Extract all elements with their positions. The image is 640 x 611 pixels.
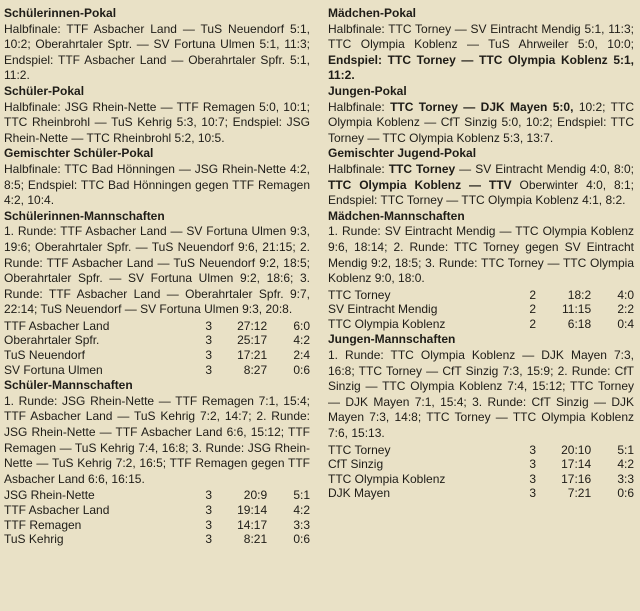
text: Oberwinter 4:0, 8:1; Endspiel: TTC Torney — TTC Olympia Koblenz 4:1, 8:2. bbox=[328, 177, 634, 208]
result-paragraph bbox=[4, 22, 310, 84]
table-row bbox=[4, 363, 310, 378]
bold-text: TTC Torney — DJK Mayen 5:0, bbox=[390, 99, 574, 114]
section-title: Schülerinnen-Mannschaften bbox=[4, 208, 165, 223]
bold-text: TTC Torney bbox=[388, 161, 456, 176]
table-row bbox=[4, 518, 310, 533]
team-name: JSG Rhein-Nette bbox=[4, 488, 95, 503]
table-row bbox=[328, 472, 634, 487]
games-played: 3 bbox=[529, 442, 537, 457]
section-schuelerinnen-mannschaften bbox=[4, 209, 310, 378]
section-title: Mädchen-Mannschaften bbox=[328, 208, 465, 223]
points: 5:1 bbox=[293, 488, 310, 503]
games-played: 3 bbox=[205, 318, 213, 333]
section-maedchen-mannschaften bbox=[328, 209, 634, 332]
result-paragraph bbox=[328, 348, 634, 442]
text: 1. Runde: SV Eintracht Mendig — TTC Olympia Koblenz 9:6, 18:14; 2. Runde: TTC Torney gegen SV Eintracht Mendig 9:2, 18:5; 3. Runde: TTC Torney — TTC Olympia Koblenz 9:0, 18:0. bbox=[328, 224, 634, 286]
text: Halbfinale: JSG Rhein-Nette — TTF Remagen 5:0, 10:1; TTC Rheinbrohl — TuS Kehrig 5:3, 10:7; Endspiel: JSG Rhein-Nette — TTC Rheinbrohl 5:2, 10:5. bbox=[4, 99, 310, 145]
team-name: TTF Asbacher Land bbox=[4, 318, 110, 333]
team-name: TTC Torney bbox=[328, 287, 391, 302]
games-played: 3 bbox=[205, 333, 213, 348]
sets-ratio: 19:14 bbox=[237, 503, 268, 517]
text: 1. Runde: JSG Rhein-Nette — TTF Remagen 7:1, 15:4; TTF Asbacher Land — TuS Kehrig 7:2, 14:7; 2. Runde: JSG Rhein-Nette — TTF Asbacher Land 6:6, 15:12; TTF Remagen — TuS Kehrig 7:4, 16:8; 3. Runde: JSG Rhein-Nette — TuS Kehrig 7:2, 16:5; TTF Remagen gegen TTF Asbacher Land 6:6, 16:15. bbox=[4, 393, 310, 486]
table-row bbox=[328, 317, 634, 332]
team-name: TTC Torney bbox=[328, 442, 391, 457]
section-title: Mädchen-Pokal bbox=[328, 6, 417, 20]
points: 2:2 bbox=[617, 302, 634, 317]
points: 4:2 bbox=[293, 333, 310, 348]
section-jungen-mannschaften bbox=[328, 332, 634, 501]
team-name: SV Eintracht Mendig bbox=[328, 302, 438, 317]
text: 1. Runde: TTF Asbacher Land — SV Fortuna Ulmen 9:3, 19:6; Oberahrtaler Spfr. — TuS Neuendorf 9:6, 21:15; 2. Runde: TTF Asbacher Land — TuS Neuendorf 9:2, 18:5; Oberahrtaler Spfr. — SV Fortuna Ulmen 9:2, 18:6; 3. Runde: TTF Asbacher Land — Oberahrtaler Spfr. 9:7, 22:14; TuS Neuendorf — SV Fortuna Ulmen 9:3, 20:8. bbox=[4, 224, 310, 317]
table-row bbox=[4, 503, 310, 518]
points: 0:6 bbox=[293, 362, 310, 377]
games-played: 2 bbox=[529, 287, 537, 302]
table-row bbox=[4, 488, 310, 503]
section-gemischter-jugend-pokal bbox=[328, 146, 634, 208]
games-played: 3 bbox=[205, 532, 213, 547]
sets-ratio: 17:14 bbox=[561, 457, 592, 472]
section-schuelerinnen-pokal bbox=[4, 6, 310, 84]
games-played: 3 bbox=[205, 517, 213, 532]
result-paragraph bbox=[4, 224, 310, 318]
table-row bbox=[328, 302, 634, 317]
team-name: SV Fortuna Ulmen bbox=[4, 362, 103, 377]
points: 4:2 bbox=[293, 503, 310, 517]
result-paragraph bbox=[4, 394, 310, 488]
section-title: Jungen-Pokal bbox=[328, 83, 407, 98]
sets-ratio: 27:12 bbox=[237, 318, 268, 333]
section-jungen-pokal bbox=[328, 84, 634, 146]
result-paragraph bbox=[328, 224, 634, 286]
sets-ratio: 14:17 bbox=[237, 517, 268, 532]
section-title: Gemischter Jugend-Pokal bbox=[328, 146, 477, 161]
result-paragraph bbox=[328, 22, 634, 84]
games-played: 3 bbox=[529, 486, 537, 501]
section-schueler-pokal bbox=[4, 84, 310, 146]
text: — SV Eintracht Mendig 4:0, 8:0; bbox=[455, 161, 634, 176]
section-title: Schülerinnen-Pokal bbox=[4, 6, 117, 20]
sets-ratio: 20:10 bbox=[561, 442, 592, 457]
team-name: Oberahrtaler Spfr. bbox=[4, 333, 100, 348]
text: Halbfinale: bbox=[328, 161, 389, 176]
table-row bbox=[4, 333, 310, 348]
games-played: 2 bbox=[529, 302, 537, 317]
points: 4:2 bbox=[617, 457, 634, 472]
text: Halbfinale: TTC Torney — SV Eintracht Mendig 5:1, 11:3; TTC Olympia Koblenz — TuS Ahrweiler 5:0, 10:0; bbox=[328, 21, 634, 52]
sets-ratio: 8:21 bbox=[243, 532, 268, 547]
sets-ratio: 11:15 bbox=[562, 302, 592, 317]
section-title: Schüler-Mannschaften bbox=[4, 378, 133, 393]
result-paragraph bbox=[4, 100, 310, 147]
standings-table bbox=[4, 319, 310, 377]
result-paragraph bbox=[328, 162, 634, 209]
left-column bbox=[4, 6, 310, 548]
team-name: TuS Neuendorf bbox=[4, 348, 85, 363]
bold-text: Endspiel: TTC Torney — TTC Olympia Koblenz 5:1, 11:2. bbox=[328, 52, 634, 83]
standings-table bbox=[328, 288, 634, 332]
text: Halbfinale: TTF Asbacher Land — TuS Neuendorf 5:1, 10:2; Oberahrtaler Sptr. — SV Fortuna Ulmen 5:1, 11:3; Endspiel: TTF Asbacher Land — Oberahrtaler Spfr. 5:1, 11:2. bbox=[4, 21, 310, 83]
section-gemischter-schueler-pokal bbox=[4, 146, 310, 208]
section-title: Gemischter Schüler-Pokal bbox=[4, 146, 154, 161]
right-column bbox=[328, 6, 634, 502]
section-title: Schüler-Pokal bbox=[4, 83, 85, 98]
standings-table bbox=[4, 488, 310, 546]
result-paragraph bbox=[328, 100, 634, 147]
table-row bbox=[328, 486, 634, 501]
team-name: TTC Olympia Koblenz bbox=[328, 471, 446, 486]
result-paragraph bbox=[4, 162, 310, 209]
points: 0:6 bbox=[617, 486, 634, 501]
games-played: 3 bbox=[205, 503, 213, 517]
points: 4:0 bbox=[617, 287, 634, 302]
bold-text: TTC Olympia Koblenz — TTV bbox=[328, 177, 512, 192]
sets-ratio: 8:27 bbox=[243, 362, 268, 377]
games-played: 3 bbox=[529, 457, 537, 472]
team-name: TTF Remagen bbox=[4, 517, 82, 532]
sets-ratio: 18:2 bbox=[567, 287, 592, 302]
games-played: 3 bbox=[205, 348, 213, 363]
text: 1. Runde: TTC Olympia Koblenz — DJK Mayen 7:3, 16:8; TTC Torney — CfT Sinzig 7:3, 15:9; 2. Runde: CfT Sinzig — TTC Olympia Koblenz 7:4, 15:12; TTC Torney — DJK Mayen 7:1, 15:4; 3. Runde: CfT Sinzig — DJK Mayen 7:3, 14:8; TTC Torney — TTC Olympia Koblenz 7:6, 15:13. bbox=[328, 348, 634, 441]
table-row bbox=[4, 532, 310, 547]
text: Halbfinale: bbox=[328, 99, 391, 114]
text: 10:2; TTC Olympia Koblenz — CfT Sinzig 5:0, 10:2; Endspiel: TTC Torney — TTC Olympia Koblenz 5:3, 13:7. bbox=[328, 99, 634, 145]
standings-table bbox=[328, 443, 634, 501]
text: Halbfinale: TTC Bad Hönningen — JSG Rhein-Nette 4:2, 8:5; Endspiel: TTC Bad Hönningen gegen TTF Remagen 4:2, 10:4. bbox=[4, 161, 310, 208]
points: 2:4 bbox=[293, 348, 310, 363]
sets-ratio: 25:17 bbox=[237, 333, 268, 348]
games-played: 3 bbox=[205, 488, 213, 503]
team-name: TuS Kehrig bbox=[4, 532, 64, 547]
points: 3:3 bbox=[293, 517, 310, 532]
points: 0:6 bbox=[293, 532, 310, 547]
table-row bbox=[328, 457, 634, 472]
team-name: TTC Olympia Koblenz bbox=[328, 316, 446, 331]
team-name: CfT Sinzig bbox=[328, 457, 384, 472]
sets-ratio: 17:16 bbox=[561, 471, 592, 486]
table-row bbox=[4, 348, 310, 363]
table-row bbox=[328, 443, 634, 458]
table-row bbox=[328, 288, 634, 303]
sets-ratio: 6:18 bbox=[567, 316, 592, 331]
section-title: Jungen-Mannschaften bbox=[328, 332, 456, 347]
section-schueler-mannschaften bbox=[4, 378, 310, 547]
points: 3:3 bbox=[617, 471, 634, 486]
table-row bbox=[4, 319, 310, 334]
team-name: TTF Asbacher Land bbox=[4, 503, 110, 517]
points: 5:1 bbox=[617, 442, 634, 457]
games-played: 2 bbox=[529, 316, 537, 331]
sets-ratio: 20:9 bbox=[243, 488, 268, 503]
section-maedchen-pokal bbox=[328, 6, 634, 84]
games-played: 3 bbox=[529, 471, 537, 486]
points: 6:0 bbox=[293, 318, 310, 333]
team-name: DJK Mayen bbox=[328, 486, 391, 501]
games-played: 3 bbox=[205, 362, 213, 377]
points: 0:4 bbox=[617, 316, 634, 331]
sets-ratio: 7:21 bbox=[567, 486, 592, 501]
sets-ratio: 17:21 bbox=[237, 348, 268, 363]
